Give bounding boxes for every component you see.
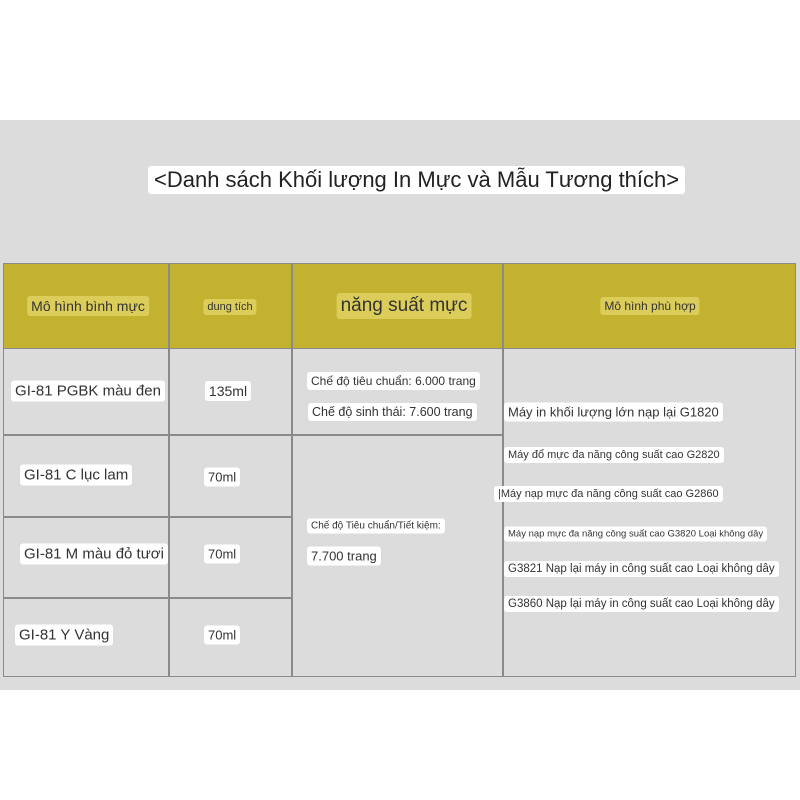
divider	[4, 597, 292, 599]
yield-black-eco: Chế độ sinh thái: 7.600 trang	[308, 403, 477, 421]
row-model: GI-81 PGBK màu đen	[11, 381, 165, 402]
row-model: GI-81 M màu đỏ tươi	[20, 544, 168, 565]
compatible-model: Máy đổ mực đa năng công suất cao G2820	[504, 447, 724, 463]
compatible-model: G3821 Nạp lại máy in công suất cao Loại không dây	[504, 561, 779, 577]
row-capacity: 135ml	[205, 381, 251, 401]
row-model: GI-81 C lục lam	[20, 465, 132, 486]
divider	[4, 516, 292, 518]
page-title: <Danh sách Khối lượng In Mực và Mẫu Tương thích>	[148, 166, 685, 194]
yield-black-standard: Chế độ tiêu chuẩn: 6.000 trang	[307, 372, 480, 390]
divider	[502, 264, 504, 676]
compatible-model: Máy in khối lượng lớn nạp lại G1820	[504, 403, 723, 422]
compatible-model: G3860 Nạp lại máy in công suất cao Loại không dây	[504, 596, 779, 612]
divider	[168, 264, 170, 676]
header-yield: năng suất mực	[337, 293, 472, 319]
row-capacity: 70ml	[204, 626, 240, 645]
row-capacity: 70ml	[204, 545, 240, 564]
row-capacity: 70ml	[204, 468, 240, 487]
yield-color-label: Chế độ Tiêu chuẩn/Tiết kiệm:	[307, 519, 445, 534]
header-capacity: dung tích	[203, 299, 256, 315]
header-ink-model: Mô hình bình mực	[27, 296, 149, 316]
row-model: GI-81 Y Vàng	[15, 625, 113, 646]
compatible-model: |Máy nạp mực đa năng công suất cao G2860	[494, 486, 723, 502]
yield-color-value: 7.700 trang	[307, 547, 381, 566]
divider	[291, 264, 293, 676]
compatible-model: Máy nạp mực đa năng công suất cao G3820 Loại không dây	[504, 527, 767, 542]
header-compatible-models: Mô hình phù hợp	[600, 297, 699, 315]
compatibility-table	[3, 263, 796, 677]
divider	[4, 434, 503, 436]
